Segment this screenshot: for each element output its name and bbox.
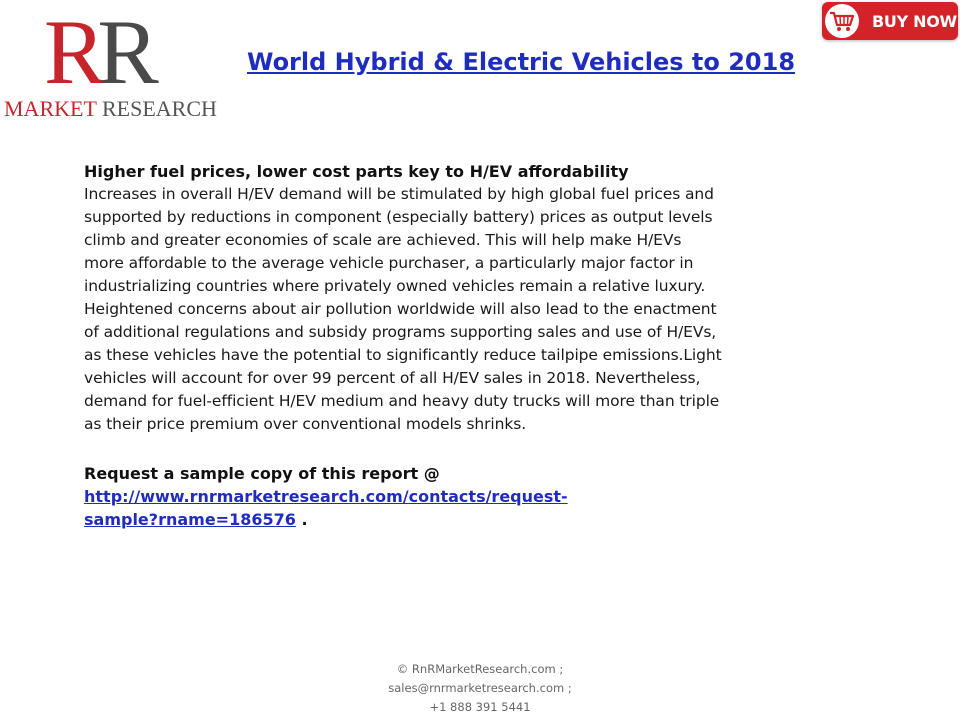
paragraph-line: as these vehicles have the potential to significantly reduce tailpipe emissions.Light bbox=[84, 346, 722, 364]
logo-letter-r-gray: R bbox=[97, 1, 151, 103]
logo-letter-r-red: R bbox=[44, 1, 98, 103]
paragraph-line: supported by reductions in component (especially battery) prices as output levels bbox=[84, 208, 713, 226]
paragraph-line: climb and greater economies of scale are achieved. This will help make H/EVs bbox=[84, 231, 682, 249]
article-heading: Higher fuel prices, lower cost parts key to H/EV affordability bbox=[84, 162, 629, 181]
buy-now-button[interactable] bbox=[822, 2, 958, 40]
buy-now-label: BUY NOW bbox=[872, 11, 957, 31]
paragraph-line: Heightened concerns about air pollution worldwide will also lead to the enactment bbox=[84, 300, 717, 318]
sample-request-label: Request a sample copy of this report @ bbox=[84, 464, 440, 483]
paragraph-line: more affordable to the average vehicle purchaser, a particularly major factor in bbox=[84, 254, 694, 272]
footer-website: © RnRMarketResearch.com ; bbox=[396, 662, 564, 676]
shopping-cart-icon bbox=[825, 4, 859, 38]
footer-phone: +1 888 391 5441 bbox=[429, 700, 531, 714]
sample-request-section bbox=[84, 462, 884, 531]
paragraph-line: industrializing countries where privately owned vehicles remain a relative luxury. bbox=[84, 277, 706, 295]
article-body bbox=[84, 160, 884, 436]
sample-request-link-continued[interactable]: sample?rname=186576 bbox=[84, 510, 296, 529]
paragraph-line: of additional regulations and subsidy programs supporting sales and use of H/EVs, bbox=[84, 323, 717, 341]
logo-wordmark bbox=[4, 96, 217, 122]
sample-request-link[interactable]: http://www.rnrmarketresearch.com/contacts/request- bbox=[84, 487, 568, 506]
paragraph-line: vehicles will account for over 99 percent of all H/EV sales in 2018. Nevertheless, bbox=[84, 369, 701, 387]
paragraph-line: demand for fuel-efficient H/EV medium and heavy duty trucks will more than triple bbox=[84, 392, 720, 410]
report-title-link[interactable]: World Hybrid & Electric Vehicles to 2018 bbox=[246, 48, 796, 76]
link-suffix: . bbox=[295, 510, 308, 529]
footer-email: sales@rnrmarketresearch.com ; bbox=[388, 681, 572, 695]
paragraph-line: as their price premium over conventional models shrinks. bbox=[84, 415, 527, 433]
footer-contact bbox=[300, 660, 660, 717]
logo-word-research: RESEARCH bbox=[102, 96, 217, 121]
logo-word-market: MARKET bbox=[4, 96, 97, 121]
paragraph-line: Increases in overall H/EV demand will be stimulated by high global fuel prices and bbox=[84, 185, 714, 203]
article-paragraph bbox=[84, 183, 884, 436]
